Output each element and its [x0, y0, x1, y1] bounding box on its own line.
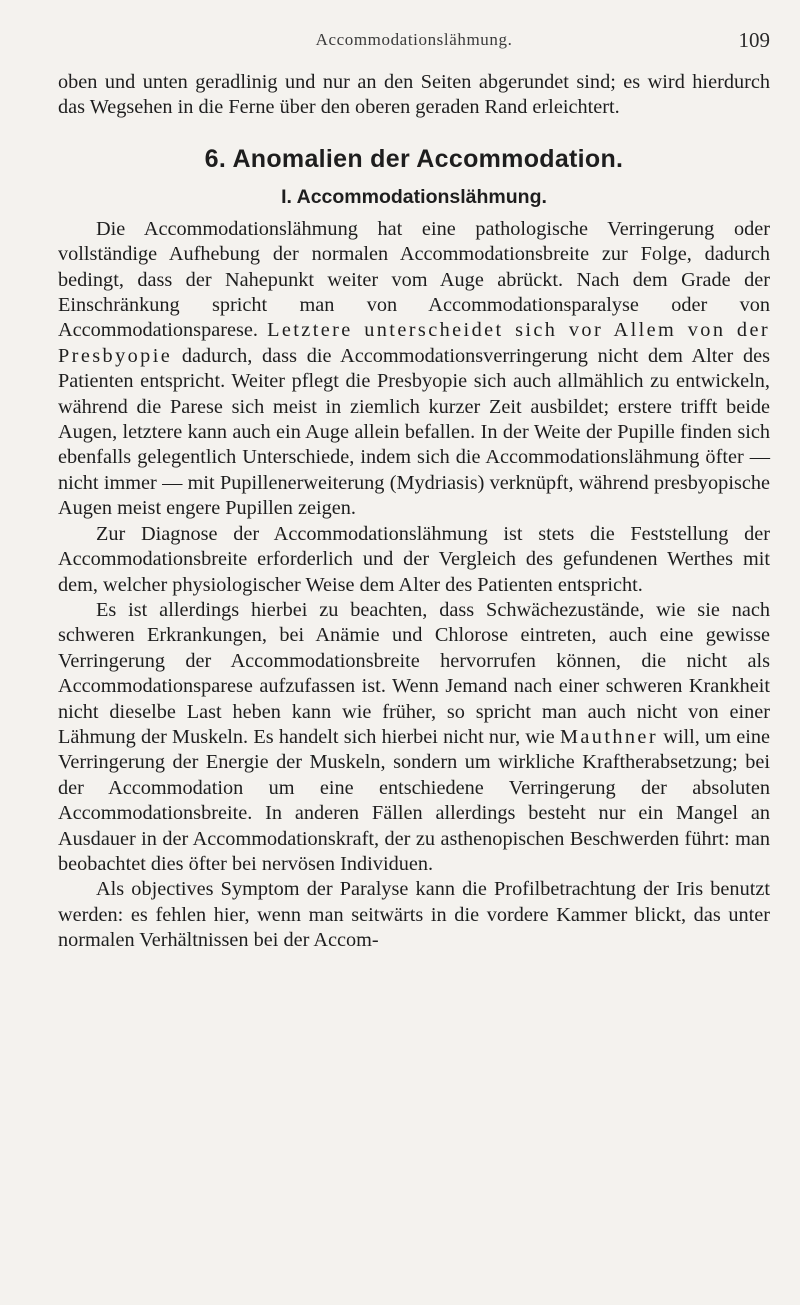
paragraph-text: Die Accommodationslähmung hat eine pathologische Verringerung oder vollständige Aufhebung der normalen Accommodationsbreite zur Folge, dadurch bedingt, dass der Nahepunkt weiter vom Auge abrückt. Nach dem Grade der Einschränkung spricht man von Accommodationsparalyse oder von Accommodationsparese. — [58, 217, 770, 342]
paragraph-text: dadurch, dass die Accommodationsverringerung nicht dem Alter des Patienten entspricht. Weiter pflegt die Presbyopie sich auch allmählich zu entwickeln, während die Parese sich meist in ziemlich kurzer Zeit ausbildet; erstere trifft beide Augen, letztere kann auch ein Auge allein befallen. In der Weite der Pupille finden sich ebenfalls gelegentlich Unterschiede, indem sich die Accommodationslähmung öfter — nicht immer — mit Pupillenerweiterung (Mydriasis) verknüpft, während presbyopische Augen meist engere Pupillen zeigen. — [58, 344, 770, 520]
running-title: Accommodationslähmung. — [315, 30, 513, 49]
paragraph-text: will, um eine Verringerung der Energie der Muskeln, sondern um wirkliche Kraftherabsetzung; bei der Accommodation um eine entschiedene Verringerung der absoluten Accommodationsbreite. In anderen Fällen allerdings besteht nur ein Mangel an Ausdauer in der Accommodationskraft, der zu asthenopischen Beschwerden führt: man beobachtet dies öfter bei nervösen Individuen. — [58, 725, 770, 875]
paragraph-symptom: Als objectives Symptom der Paralyse kann die Profilbetrachtung der Iris benutzt werden: es fehlen hier, wenn man seitwärts in die vordere Kammer blickt, das unter normalen Verhältnissen bei der Accom- — [58, 878, 770, 952]
paragraph-text: Es ist allerdings hierbei zu beachten, dass Schwächezustände, wie sie nach schweren Erkrankungen, bei Anämie und Chlorose eintreten, auch eine gewisse Verringerung der Accommodationsbreite hervorrufen können, die nicht als Accommodationsparese aufzufassen ist. Wenn Jemand nach einer schweren Krankheit nicht dieselbe Last heben kann wie früher, so spricht man auch nicht von einer Lähmung der Muskeln. Es handelt sich hierbei nicht nur, wie — [58, 598, 770, 748]
continuation-paragraph: oben und unten geradlinig und nur an den Seiten abgerundet sind; es wird hierdurch das Wegsehen in die Ferne über den oberen geraden Rand erleichtert. — [58, 71, 770, 119]
running-head — [58, 30, 770, 60]
paragraph-definition — [58, 217, 770, 522]
chapter-title: 6. Anomalien der Accommodation. — [204, 144, 624, 173]
page-number: 109 — [738, 28, 770, 52]
emphasized-text: Letztere unterscheidet sich vor Allem von der Presbyopie — [58, 319, 770, 367]
paragraph-diagnosis: Zur Diagnose der Accommodationslähmung ist stets die Feststellung der Accommodationsbreite erforderlich und der Vergleich des gefundenen Werthes mit dem, welcher physiologischer Weise dem Alter des Patienten entspricht. — [58, 522, 770, 596]
author-name: Mauthner — [559, 725, 658, 748]
paragraph-weakness — [58, 598, 770, 877]
section-title: I. Accommodationslähmung. — [281, 185, 547, 208]
body-text — [58, 70, 770, 954]
